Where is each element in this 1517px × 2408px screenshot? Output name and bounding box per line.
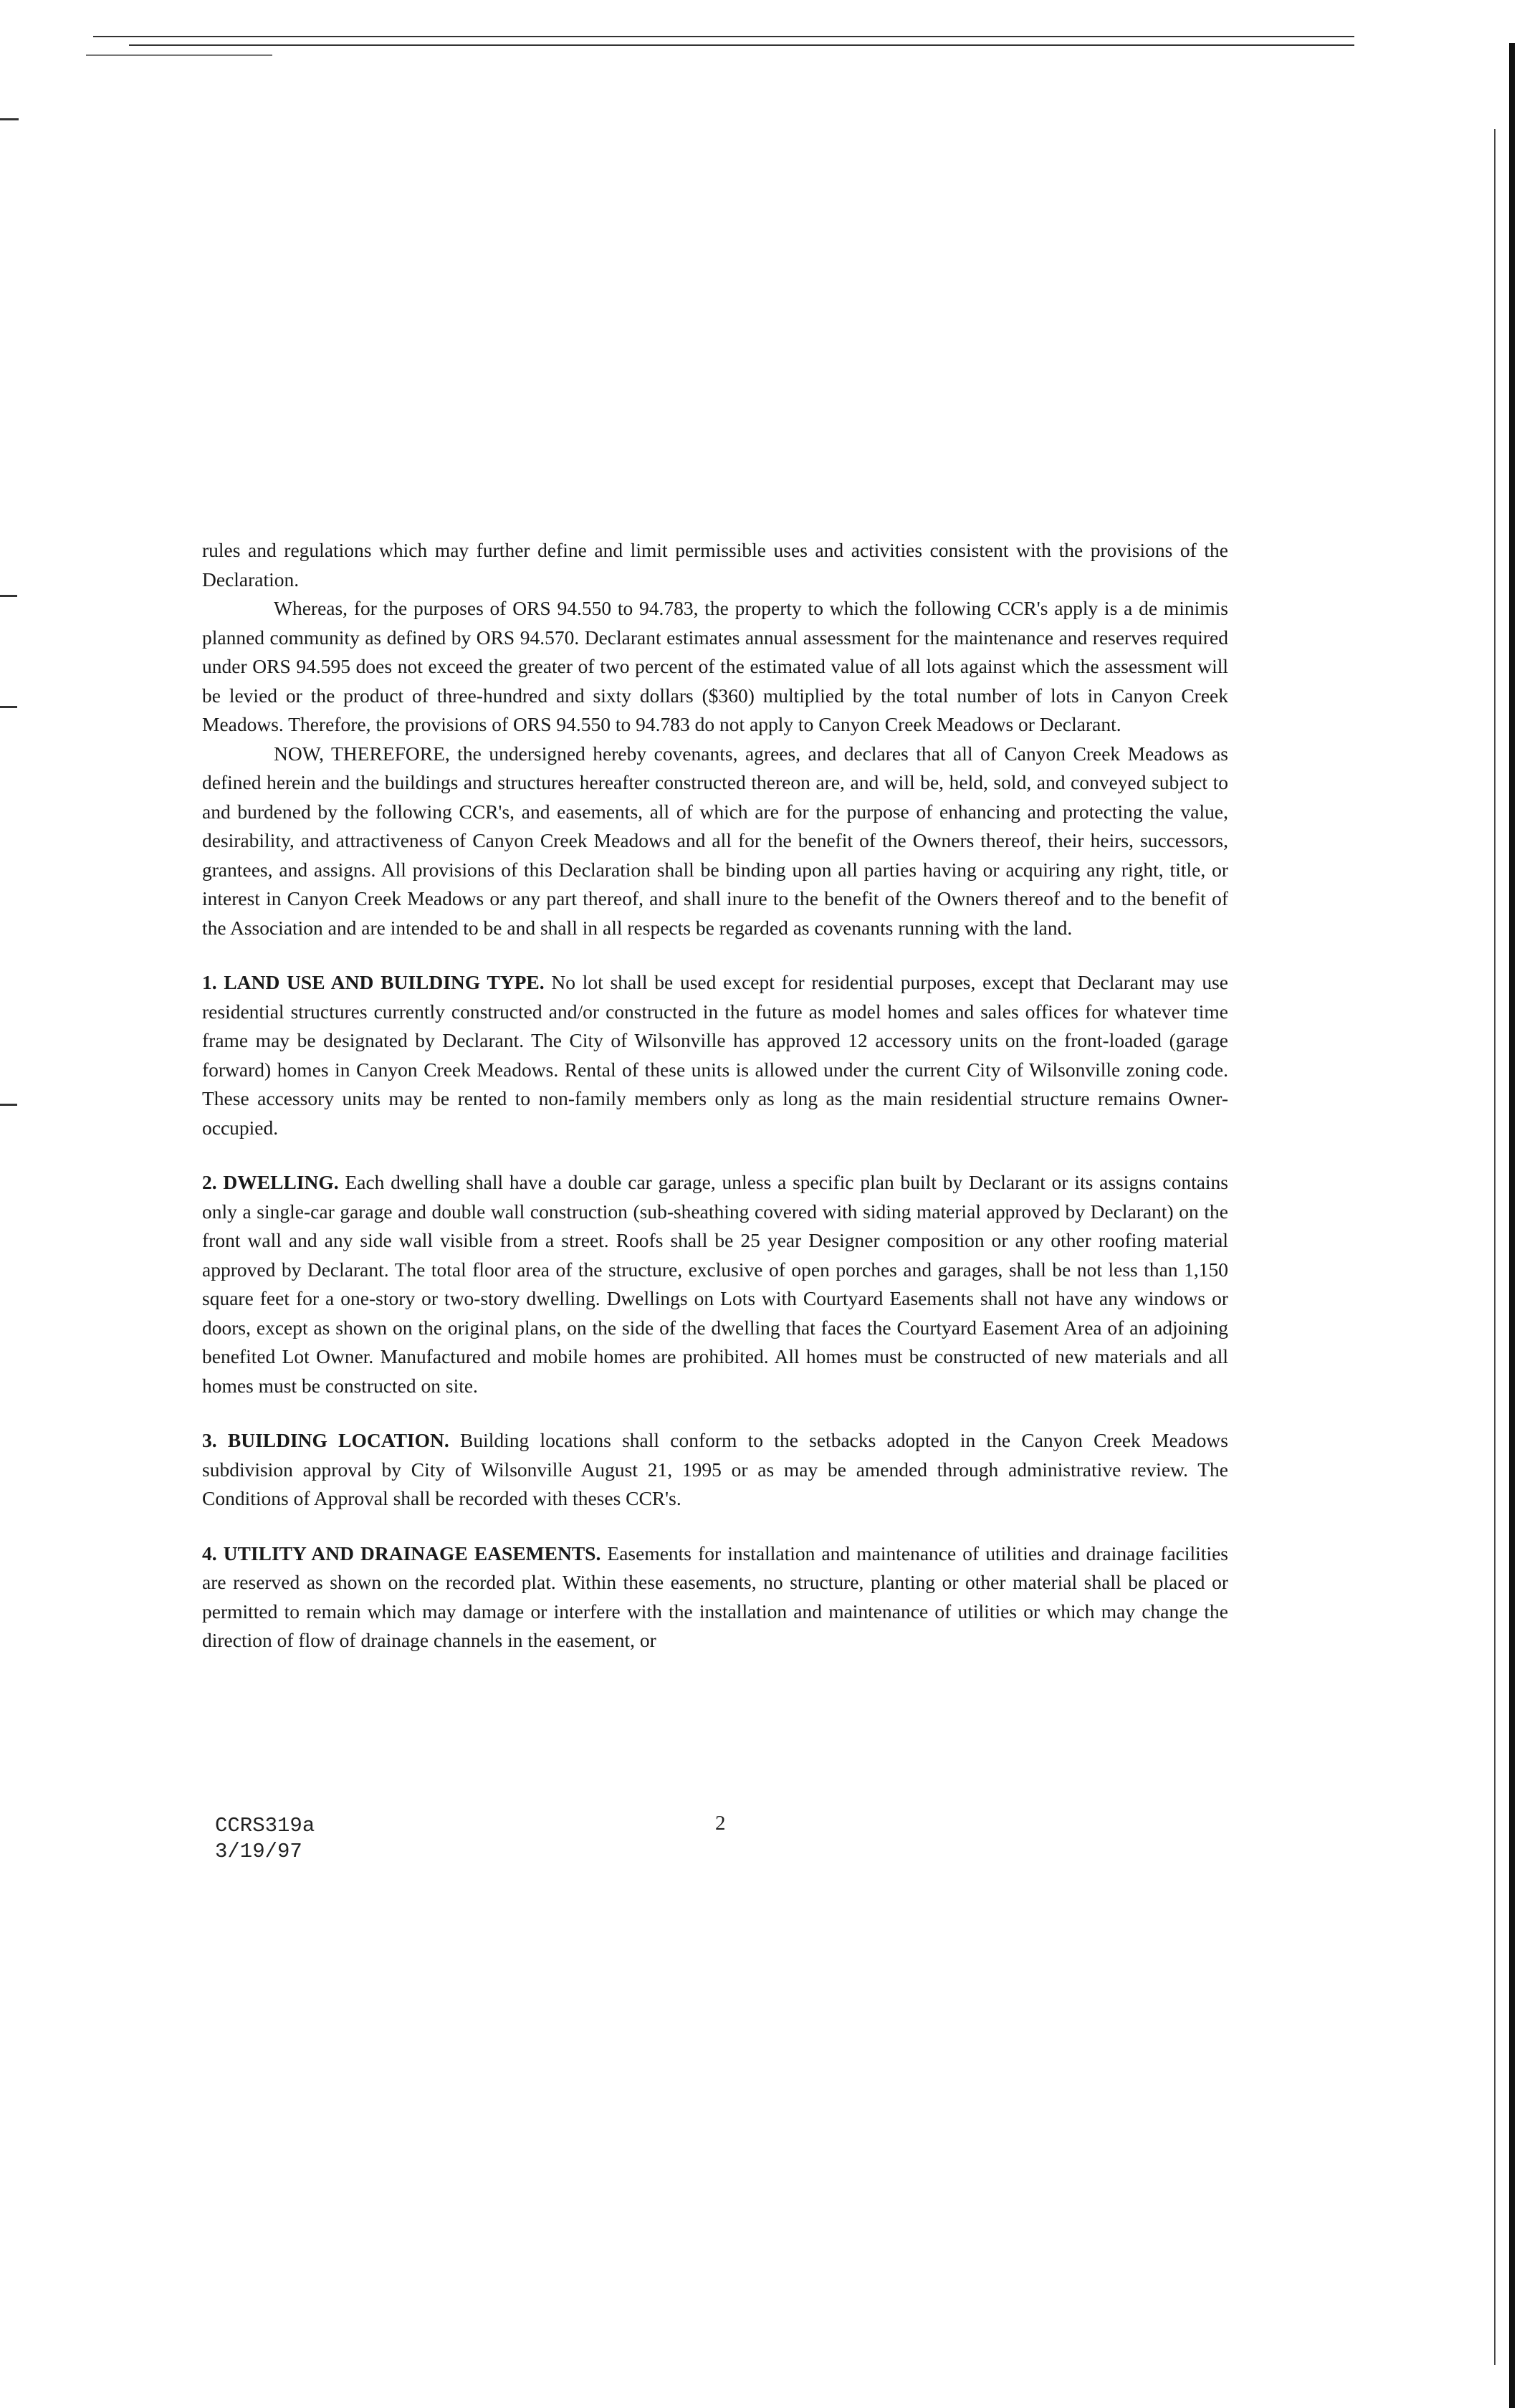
section-dwelling [202,1168,1228,1400]
therefore-paragraph: NOW, THEREFORE, the undersigned hereby covenants, agrees, and declares that all of Canyon Creek Meadows as defined herein and the buildings and structures hereafter constructed thereon are, and will be, held, sold, and conveyed subject to and burdened by the following CCR's, and easements, all of which are for the purpose of enhancing and protecting the value, desirability, and attractiveness of Canyon Creek Meadows and all for the benefit of the Owners thereof, their heirs, successors, grantees, and assigns. All provisions of this Declaration shall be binding upon all parties having or acquiring any right, title, or interest in Canyon Creek Meadows or any part thereof, and shall inure to the benefit of the Owners thereof and to the benefit of the Association and are intended to be and shall in all respects be regarded as covenants running with the land. [202,742,1228,939]
section-heading: 1. LAND USE AND BUILDING TYPE. [202,971,545,993]
section-body: Each dwelling shall have a double car garage, unless a specific plan built by Declarant or its assigns contains only a single-car garage and double wall construction (sub-sheathing covered with siding material approved by Declarant) on the front wall and any side wall visible from a street. Roofs shall be 25 year Designer composition or any other roofing material approved by Declarant. The total floor area of the structure, exclusive of open porches and garages, shall be not less than 1,150 square feet for a one-story or two-story dwelling. Dwellings on Lots with Courtyard Easements shall not have any windows or doors, except as shown on the original plans, on the side of the dwelling that faces the Courtyard Easement Area of an adjoining benefited Lot Owner. Manufactured and mobile homes are prohibited. All homes must be constructed of new materials and all homes must be constructed on site. [202,1171,1229,1397]
right-edge-bar [1509,43,1515,2408]
top-rule [93,36,1354,37]
section-building-location [202,1426,1228,1514]
footer-doc-code: CCRS319a [215,1814,315,1838]
left-edge-mark [0,595,17,597]
intro-continuation: rules and regulations which may further define and limit permissible uses and activities consistent with the provisions of the Declaration. [202,539,1228,591]
section-heading: 4. UTILITY AND DRAINAGE EASEMENTS. [202,1542,601,1564]
whereas-paragraph: Whereas, for the purposes of ORS 94.550 to 94.783, the property to which the following CCR's apply is a de minimis planned community as defined by ORS 94.570. Declarant estimates annual assessment for the maintenance and reserves required under ORS 94.595 does not exceed the greater of two percent of the estimated value of all lots against which the assessment will be levied or the product of three-hundred and sixty dollars ($360) multiplied by the total number of lots in Canyon Creek Meadows. Therefore, the provisions of ORS 94.550 to 94.783 do not apply to Canyon Creek Meadows or Declarant. [202,597,1228,735]
document-body [202,536,1228,1656]
section-heading: 3. BUILDING LOCATION. [202,1429,449,1451]
right-edge-line [1494,129,1496,2365]
left-edge-mark [0,1104,17,1106]
top-rule-fragment [86,54,272,56]
section-body: Easements for installation and maintenance of utilities and drainage facilities are reserved as shown on the recorded plat. Within these easements, no structure, planting or other material shall be placed or permitted to remain which may damage or interfere with the installation and maintenance of utilities or which may change the direction of flow of drainage channels in the easement, or [202,1542,1228,1651]
section-easements [202,1539,1228,1656]
footer-date: 3/19/97 [215,1840,302,1863]
top-rule [129,44,1354,46]
section-land-use [202,968,1228,1142]
section-body: Building locations shall conform to the setbacks adopted in the Canyon Creek Meadows subdivision approval by City of Wilsonville August 21, 1995 or as may be amended through administrative review. The Conditions of Approval shall be recorded with theses CCR's. [202,1429,1228,1509]
section-body: No lot shall be used except for residential purposes, except that Declarant may use residential structures currently constructed and/or constructed in the future as model homes and sales offices for whatever time frame may be designated by Declarant. The City of Wilsonville has approved 12 accessory units on the front-loaded (garage forward) homes in Canyon Creek Meadows. Rental of these units is allowed under the current City of Wilsonville zoning code. These accessory units may be rented to non-family members only as long as the main residential structure remains Owner-occupied. [202,971,1228,1139]
section-heading: 2. DWELLING. [202,1171,339,1193]
left-edge-mark [0,706,17,708]
footer-doc-info [215,1813,315,1865]
page-number: 2 [715,1812,726,1835]
left-edge-mark [0,118,19,120]
